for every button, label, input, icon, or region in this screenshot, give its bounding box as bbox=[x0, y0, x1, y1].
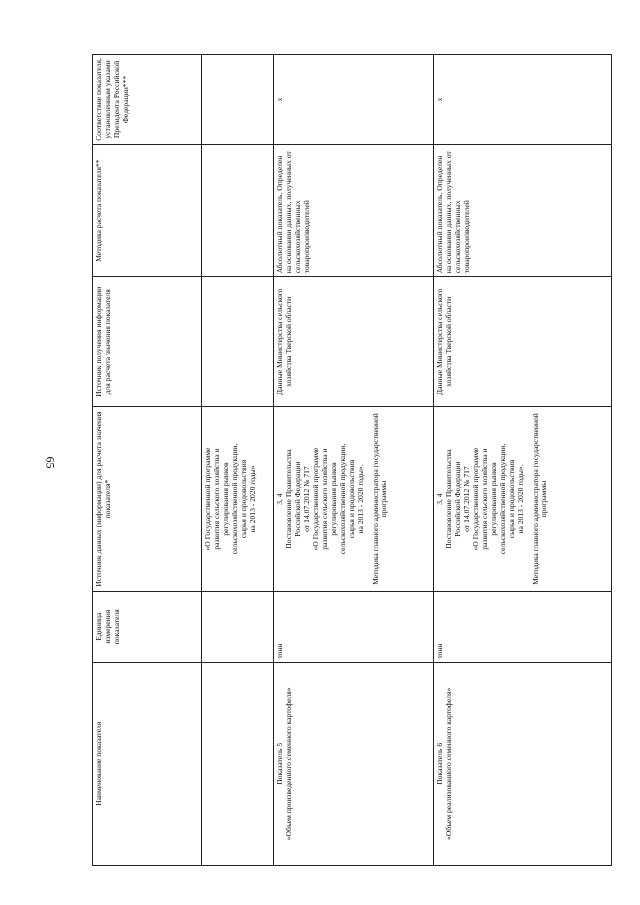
data-source-cell bbox=[274, 407, 434, 591]
source-line: развития сельского хозяйства и bbox=[319, 448, 329, 550]
unit-cell: тонн bbox=[434, 591, 612, 662]
source-line: 3, 4 bbox=[435, 493, 444, 505]
cont-method-cell bbox=[202, 144, 274, 276]
table-row bbox=[274, 55, 434, 866]
page-number: 65 bbox=[43, 456, 58, 469]
indicator-label: Показатель 6 bbox=[435, 742, 444, 785]
source-line: на 2013 - 2020 годы». bbox=[355, 464, 365, 534]
source-line: «О Государственной программе bbox=[203, 447, 212, 551]
source-line: сельскохозяйственной продукции, bbox=[229, 443, 239, 555]
table-row-continuation bbox=[202, 55, 274, 866]
table-header-row bbox=[93, 55, 202, 866]
source-line: от 14.07.2012 № 717 bbox=[461, 466, 471, 532]
source-line: сырья и продовольствия bbox=[506, 459, 516, 539]
source-line: 3, 4 bbox=[275, 493, 284, 505]
methodology-cell: Абсолютный показатель. Определен на основании данных, полученных от сельскохозяйственных товаропроизводителей bbox=[434, 144, 612, 276]
compliance-cell: х bbox=[274, 55, 434, 145]
info-source-cell: Данные Министерства сельского хозяйства Тверской области bbox=[434, 277, 612, 407]
cont-source-cell bbox=[202, 407, 274, 591]
indicator-name-cell bbox=[434, 662, 612, 865]
source-line: на 2013 - 2020 годы» bbox=[247, 465, 257, 533]
cont-info-cell bbox=[202, 277, 274, 407]
source-line: от 14.07.2012 № 717 bbox=[301, 466, 311, 532]
info-source-cell: Данные Министерства сельского хозяйства Тверской области bbox=[274, 277, 434, 407]
header-unit: Единица измерения показателя bbox=[93, 591, 202, 662]
header-data-source: Источник данных (информации) для расчета значения показателя* bbox=[93, 407, 202, 591]
cont-compliance-cell bbox=[202, 55, 274, 145]
compliance-cell: х bbox=[434, 55, 612, 145]
unit-cell: тонн bbox=[274, 591, 434, 662]
indicator-label: Показатель 5 bbox=[275, 742, 284, 785]
source-line: развития сельского хозяйства и bbox=[479, 448, 489, 550]
source-line: регулирования рынков bbox=[220, 462, 230, 536]
header-methodology: Методика расчета показателя** bbox=[93, 144, 202, 276]
rotated-table-container bbox=[92, 54, 612, 866]
header-indicator-name: Наименование показателя bbox=[93, 662, 202, 865]
indicator-title: «Объем реализованного семенного картофеля» bbox=[443, 687, 453, 840]
cont-unit-cell bbox=[202, 591, 274, 662]
indicator-name-cell bbox=[274, 662, 434, 865]
header-compliance: Соответствие показателя, установленным указами Президента Российской Федерации*** bbox=[93, 55, 202, 145]
table-row bbox=[434, 55, 612, 866]
source-line: сельскохозяйственной продукции, bbox=[337, 443, 347, 555]
method-source: Методика главного администратора государственной программы bbox=[530, 413, 549, 585]
method-source: Методика главного администратора государственной программы bbox=[370, 413, 389, 585]
source-line: сельскохозяйственной продукции, bbox=[497, 443, 507, 555]
source-line: «О Государственной программе bbox=[310, 447, 320, 551]
methodology-cell: Абсолютный показатель. Определен на основании данных, полученных от сельскохозяйственных товаропроизводителей bbox=[274, 144, 434, 276]
indicator-title: «Объем произведенного семенного картофеля» bbox=[283, 687, 293, 841]
indicators-table bbox=[92, 54, 612, 866]
source-line: Российской Федерации bbox=[452, 461, 462, 537]
source-line: на 2013 - 2020 годы». bbox=[515, 464, 525, 534]
source-line: регулирования рынков bbox=[488, 462, 498, 536]
header-info-source: Источник получения информации для расчета значения показателя bbox=[93, 277, 202, 407]
source-line: развития сельского хозяйства и bbox=[211, 448, 221, 550]
cont-name-cell bbox=[202, 662, 274, 865]
source-line: Постановление Правительства bbox=[443, 449, 453, 549]
data-source-cell bbox=[434, 407, 612, 591]
source-line: «О Государственной программе bbox=[470, 447, 480, 551]
source-line: регулирования рынков bbox=[328, 462, 338, 536]
source-line: Постановление Правительства bbox=[283, 449, 293, 549]
source-line: сырья и продовольствия bbox=[238, 459, 248, 539]
source-line: Российской Федерации bbox=[292, 461, 302, 537]
source-line: сырья и продовольствия bbox=[346, 459, 356, 539]
